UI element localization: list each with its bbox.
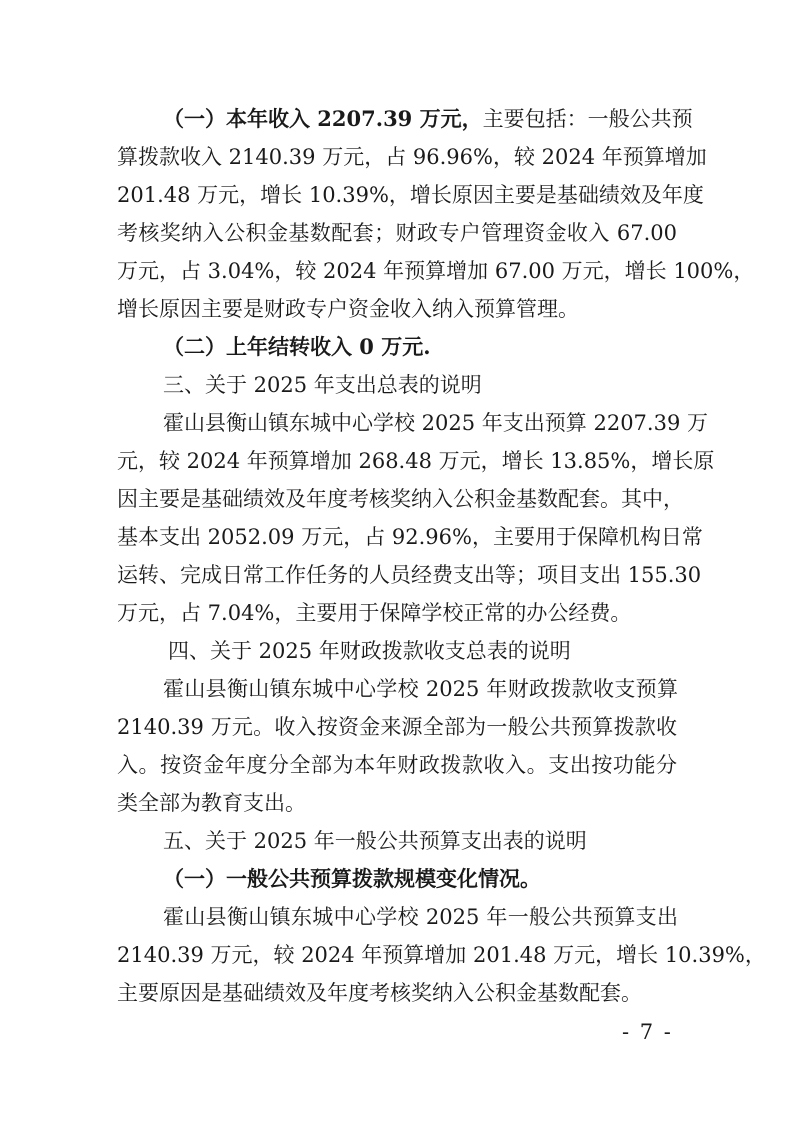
page-number: - 7 - <box>622 1020 673 1044</box>
paragraph-text: 主要包括：一般公共预 <box>482 107 693 131</box>
paragraph-line: 2140.39 万元，较 2024 年预算增加 201.48 万元，增长 10.39%， <box>117 943 766 967</box>
paragraph-line <box>163 101 693 137</box>
paragraph-line: 基本支出 2052.09 万元，占 92.96%，主要用于保障机构日常 <box>117 525 703 549</box>
paragraph-line: 主要原因是基础绩效及年度考核奖纳入公积金基数配套。 <box>117 981 642 1005</box>
paragraph-line: 霍山县衡山镇东城中心学校 2025 年一般公共预算支出 <box>163 905 678 929</box>
paragraph-line: 考核奖纳入公积金基数配套；财政专户管理资金收入 67.00 <box>117 221 677 245</box>
section-heading: 三、关于 2025 年支出总表的说明 <box>163 373 482 397</box>
paragraph-line: 元，较 2024 年预算增加 268.48 万元，增长 13.85%，增长原 <box>117 449 715 473</box>
paragraph-line: 入。按资金年度分全部为本年财政拨款收入。支出按功能分 <box>117 753 677 777</box>
paragraph-line: 算拨款收入 2140.39 万元，占 96.96%，较 2024 年预算增加 <box>117 145 707 169</box>
paragraph-line: 万元，占 7.04%，主要用于保障学校正常的办公经费。 <box>117 601 632 625</box>
section-heading: （二）上年结转收入 0 万元. <box>163 334 431 359</box>
section-heading: 四、关于 2025 年财政拨款收支总表的说明 <box>168 639 571 663</box>
paragraph-line: 类全部为教育支出。 <box>117 791 306 815</box>
paragraph-line: 201.48 万元，增长 10.39%，增长原因主要是基础绩效及年度 <box>117 183 704 207</box>
section-heading: （一）本年收入 2207.39 万元， <box>163 106 483 131</box>
paragraph-line: 因主要是基础绩效及年度考核奖纳入公积金基数配套。其中， <box>117 487 684 511</box>
paragraph-line: 霍山县衡山镇东城中心学校 2025 年财政拨款收支预算 <box>163 677 678 701</box>
section-heading: 五、关于 2025 年一般公共预算支出表的说明 <box>163 829 587 853</box>
sub-heading: （一）一般公共预算拨款规模变化情况。 <box>163 866 541 891</box>
paragraph-line: 霍山县衡山镇东城中心学校 2025 年支出预算 2207.39 万 <box>163 411 708 435</box>
paragraph-line: 增长原因主要是财政专户资金收入纳入预算管理。 <box>117 297 579 321</box>
paragraph-line: 万元，占 3.04%，较 2024 年预算增加 67.00 万元，增长 100%， <box>117 259 755 283</box>
paragraph-line: 2140.39 万元。收入按资金来源全部为一般公共预算拨款收 <box>117 715 677 739</box>
paragraph-line: 运转、完成日常工作任务的人员经费支出等；项目支出 155.30 <box>117 563 702 587</box>
